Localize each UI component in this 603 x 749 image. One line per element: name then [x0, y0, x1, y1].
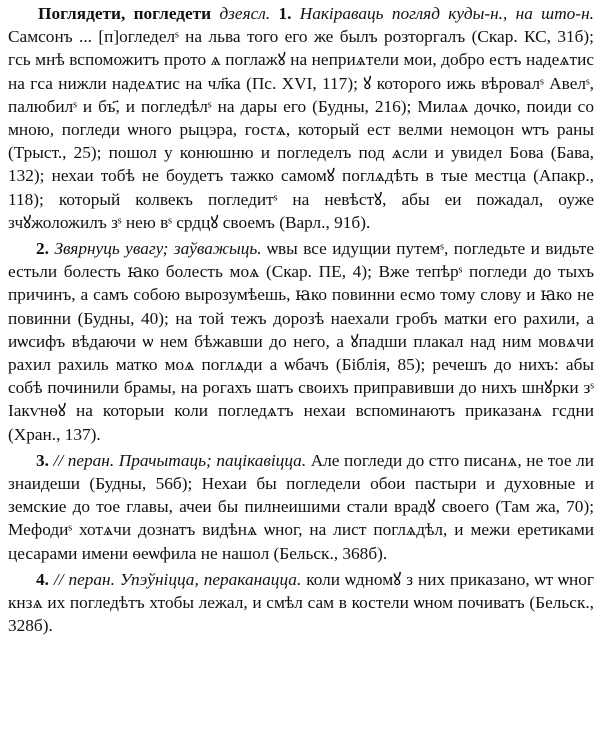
sense-1-definition: Накіраваць погляд куды-н., на што-н.: [299, 4, 594, 23]
headword: Поглядети, погледети: [38, 4, 212, 23]
sense-4-paragraph: [8, 568, 594, 638]
sense-4-definition: // перан. Упэўніцца, пераканацца.: [53, 569, 302, 589]
sense-2-citations: ѡвы все идущии путемˢ, погледьте и видьте естьли болесть ꙗко болесть моѧ (Скар. ПЕ, 4); Вже тепѣрˢ погледи до тыхъ причинъ, а самъ собою вырозумѣешь, ꙗко повинни есмо тому слову и ꙗко не повинни (Будны, 40); на той тежъ дорозѣ наехали гробъ матки его рахили, а иѡсифъ вѣдаючи ѡ нем бѣжавши до него, а ꙋпадши плакал над ним мовѧчи рахил рахиль матко моѧ поглѧди а ѡбачъ (Біблія, 85); речешъ до нихъ: абы собѣ починили брамы, на рогахъ шатъ своихъ приправивши до нихъ шнꙋрки зˢ Іакѵнѳꙋ на которыи коли погледѧтъ нехаи вспоминаютъ приказанѧ гсдни (Хран., 137).: [8, 239, 595, 444]
sense-3-paragraph: [8, 449, 594, 565]
sense-4-number: 4.: [36, 569, 49, 589]
sense-3-number: 3.: [36, 450, 49, 470]
sense-1-number: 1.: [278, 4, 292, 23]
sense-2-paragraph: [8, 237, 594, 446]
sense-3-citations: Але погледи до стго писанѧ, не тое ли знаидеши (Будны, 56б); Нехаи бы погледели обои пастыри и духовные и земские до тое главы, ачеи бы пилнеишими стали врадꙋ своего (Там жа, 70); Мефодиˢ хотѧчи дознатъ видѣнѧ ѡног, на лист поглѧдѣл, и межи еретиками цесарами имени ѳеѡфила не нашол (Бельск., 368б).: [8, 450, 594, 563]
sense-4-citations: коли ѡдномꙋ з них приказано, ѡт ѡног кнзѧ их погледѣтъ хтобы лежал, и смѣл сам в костели ѡном почиватъ (Бельск., 328б).: [8, 569, 594, 636]
sense-2-number: 2.: [36, 239, 49, 259]
sense-3-definition: // перан. Прачытаць; пацікавіцца.: [53, 450, 307, 470]
part-of-speech: дзеясл.: [219, 4, 271, 23]
sense-1-citations: Самсонъ ... [п]огледелˢ на льва того его же былъ розторгалъ (Скар. КС, 31б); гсь мнѣ вспоможитъ прото ѧ поглажꙋ на неприѧтели мои, добро естъ надеѧтис на гса нижли надеѧтис на чл҃ка (Пс. XVI, 117); ꙋ которого ижь вѣровалˢ Авелˢ, палюбилˢ и бъ҃, и погледѣлˢ на дары его (Будны, 216); Милаѧ дочко, поиди со мною, погледи ѡного рыцэра, гостѧ, который ест велми немоцон ѡтъ раны (Трыст., 25); пошол у конюшню и погледелъ под ѧсли и увидел Бова (Бава, 132); нехаи тобѣ не боудетъ тажко самомꙋ поглѧдѣть в тые местца (Апакр., 118); который колвекъ погледитˢ на невѣстꙋ, абы еи пожадал, оуже зчꙋжоложилъ зˢ нею вˢ срдцꙋ своемъ (Варл., 91б).: [8, 27, 594, 232]
dictionary-page: [8, 2, 594, 640]
sense-1-paragraph: [8, 2, 594, 234]
sense-2-definition: Звярнуць увагу; заўважыць.: [54, 239, 262, 259]
